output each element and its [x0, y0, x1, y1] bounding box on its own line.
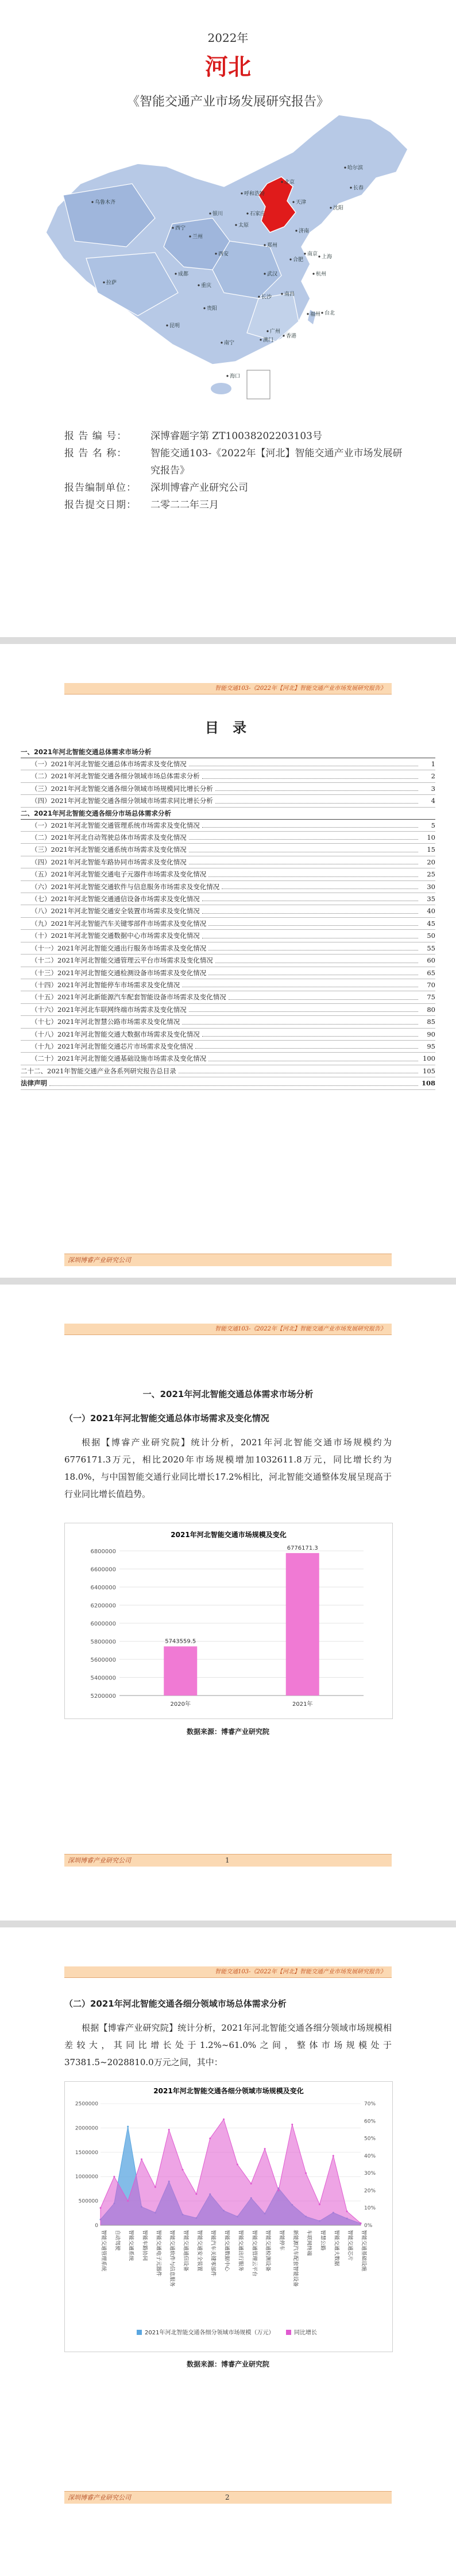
toc-entry[interactable]: [21, 770, 435, 782]
city-dot: [103, 281, 105, 283]
toc-leader: [202, 1036, 418, 1037]
data-source: 数据来源：博睿产业研究院: [186, 1728, 269, 1736]
toc-section-title[interactable]: 二、2021年河北智能交通各细分市场总体需求分析: [21, 808, 435, 820]
toc-entry-title: （十四）2021年河北智能停车市场需求及变化情况: [31, 980, 180, 989]
body-paragraph: 根据【博睿产业研究院】统计分析，2021年河北智能交通各细分领域市场规模相差较大，其同比增长处于1.2%~61.0%之间，整体市场规模处于37381.5~2028810.0万元之间，其中：: [64, 2023, 392, 2067]
city-dot: [260, 339, 261, 340]
city-label: 广州: [270, 329, 281, 335]
toc-page-number: 10: [427, 833, 435, 842]
city-label: 呼和浩特: [244, 191, 265, 197]
x-tick-label: 智能交通通信设备: [183, 2230, 189, 2272]
y-tick-label: 6000000: [90, 1621, 116, 1627]
content-page-2: [0, 1927, 456, 2576]
info-key: 报告提交日期：: [64, 499, 137, 511]
toc-entry[interactable]: [21, 1065, 435, 1077]
series-point: [209, 2137, 211, 2139]
city-label: 乌鲁木齐: [95, 200, 116, 205]
y-right-tick-label: 60%: [364, 2119, 376, 2125]
toc-entry-title: （七）2021年河北智能交通通信设备市场需求及变化情况: [31, 895, 200, 903]
city-dot: [215, 253, 217, 254]
toc-entry[interactable]: [21, 820, 435, 832]
toc-entry-title: （四）2021年河北智能车路协同市场需求及变化情况: [31, 858, 187, 866]
series-point: [100, 2207, 102, 2209]
city-dot: [189, 235, 191, 237]
x-tick-label: 车联网终端: [306, 2230, 312, 2256]
toc-entry-title: （一）2021年河北智能交通总体市场需求及变化情况: [31, 760, 187, 768]
city-label: 武汉: [267, 271, 278, 277]
series-point: [113, 2176, 115, 2178]
city-dot: [283, 335, 284, 336]
info-key: 报 告 编 号：: [64, 430, 127, 442]
x-tick-label: 智能停车: [278, 2230, 284, 2251]
city-label: 台北: [324, 311, 335, 316]
toc-entry-title: （八）2021年河北智能交通安全装置市场需求及变化情况: [31, 907, 200, 915]
info-value: 深博睿题字第 ZT10038202203103号: [150, 430, 322, 442]
cover-year: 2022年: [207, 31, 249, 45]
city-dot: [295, 230, 297, 231]
toc-entry[interactable]: [21, 758, 435, 770]
city-dot: [226, 375, 228, 377]
toc-entry[interactable]: [21, 1016, 435, 1028]
report-info: [64, 428, 409, 514]
hainan-island: [211, 383, 231, 394]
toc-entry[interactable]: [21, 967, 435, 979]
toc-page-number: 95: [427, 1042, 435, 1050]
city-dot: [312, 273, 314, 274]
chart-total-market: [64, 1523, 393, 1719]
toc-entry[interactable]: [21, 783, 435, 795]
toc-entry[interactable]: [21, 991, 435, 1003]
series-point: [277, 2190, 279, 2191]
content-page-1: [0, 1285, 456, 1921]
toc-entry-title: （三）2021年河北智能交通各细分领域市场规模同比增长分析: [31, 784, 213, 793]
x-tick-label: 智能交通芯片: [347, 2230, 353, 2261]
toc-entry[interactable]: [21, 979, 435, 991]
x-tick-label: 智能交通电子元器件: [155, 2230, 161, 2277]
city-dot: [264, 273, 265, 274]
toc-page-number: 4: [431, 797, 435, 805]
toc-page-number: 5: [431, 821, 435, 829]
toc-entry[interactable]: [21, 942, 435, 955]
toc-entry-title: （二）2021年河北智能交通各细分领域市场总体需求分析: [31, 772, 200, 781]
city-label: 南京: [307, 251, 318, 257]
city-label: 银川: [212, 211, 223, 217]
y-right-tick-label: 20%: [364, 2188, 376, 2194]
x-tick-label: 智能交通基础设施: [361, 2230, 366, 2272]
x-tick-label: 智能交通出行服务: [237, 2230, 244, 2272]
city-dot: [289, 258, 291, 260]
city-label: 南宁: [224, 340, 235, 346]
city-label: 昆明: [169, 323, 180, 329]
toc-entry-title: （五）2021年河北智能交通电子元器件市场需求及变化情况: [31, 870, 207, 879]
toc-entry[interactable]: [21, 868, 435, 880]
city-dot: [235, 224, 237, 226]
city-dot: [246, 212, 248, 214]
series-point: [333, 2155, 334, 2156]
toc-page-number: 90: [427, 1030, 435, 1038]
city-label: 杭州: [316, 271, 327, 277]
y-tick-label: 6600000: [90, 1566, 116, 1573]
toc-entry[interactable]: [21, 955, 435, 967]
toc-entry[interactable]: [21, 1077, 435, 1089]
city-dot: [91, 201, 93, 203]
toc-entry[interactable]: [21, 795, 435, 807]
series-point: [346, 2210, 348, 2212]
bar: [164, 1646, 197, 1696]
toc-title: 目 录: [204, 720, 252, 736]
y-right-tick-label: 30%: [364, 2171, 376, 2177]
data-label: 6776171.3: [287, 1545, 318, 1551]
data-source: 数据来源：博睿产业研究院: [186, 2360, 269, 2368]
y-left-tick-label: 500000: [78, 2198, 98, 2205]
bar-chart: [65, 1523, 392, 1718]
info-value: 智能交通103-《2022年【河北】智能交通产业市场发展研究报告》: [150, 448, 403, 476]
info-row-number: [64, 428, 409, 445]
info-key: 报告编制单位：: [64, 482, 137, 494]
cover-title: 《智能交通产业市场发展研究报告》: [126, 95, 329, 109]
city-dot: [350, 187, 351, 188]
city-dot: [264, 244, 265, 246]
toc-leader: [208, 876, 418, 877]
toc-leader: [202, 827, 418, 828]
toc-entry-title: （十六）2021年河北车联网终端市场需求及变化情况: [31, 1005, 187, 1014]
city-dot: [321, 312, 323, 313]
city-label: 太原: [238, 223, 249, 228]
toc-leader: [182, 1024, 418, 1025]
city-label: 上海: [322, 254, 333, 260]
toc-entry-title: （二十）2021年河北智能交通基础设施市场需求及变化情况: [31, 1054, 207, 1063]
x-tick-label: 智能交通管理系统: [101, 2230, 106, 2272]
info-key: 报 告 名 称：: [64, 448, 127, 459]
toc-entry[interactable]: [21, 856, 435, 868]
toc-entry[interactable]: [21, 844, 435, 856]
table-of-contents: [21, 746, 435, 1090]
toc-entry-title: （十九）2021年河北智能交通芯片市场需求及变化情况: [31, 1042, 194, 1050]
y-tick-label: 5600000: [90, 1657, 116, 1663]
city-label: 合肥: [293, 257, 304, 263]
series-point: [237, 2164, 238, 2166]
toc-page-number: 3: [431, 784, 435, 793]
legend-label: 2021年河北智能交通各细分领域市场规模（万元）: [145, 2330, 275, 2336]
city-dot: [175, 273, 176, 274]
series-point: [223, 2119, 225, 2120]
x-tick-label: 自动驾驶: [114, 2230, 120, 2251]
city-label: 澳门: [263, 337, 274, 343]
city-label: 沈阳: [333, 205, 344, 211]
legend-label: 同比增长: [294, 2330, 317, 2336]
south-sea-inset: [247, 370, 270, 399]
city-label: 石家庄: [250, 211, 266, 217]
toc-page-number: 45: [427, 919, 435, 928]
city-label: 哈尔滨: [347, 165, 364, 171]
city-dot: [166, 324, 168, 326]
toc-page-number: 100: [423, 1054, 435, 1063]
city-label: 长沙: [261, 294, 272, 300]
city-label: 西安: [218, 251, 229, 257]
toc-entry[interactable]: [21, 1029, 435, 1041]
subsection-heading: （一）2021年河北智能交通总体市场需求及变化情况: [64, 1413, 269, 1423]
city-label: 长春: [353, 185, 364, 191]
city-label: 西宁: [175, 226, 186, 231]
y-right-tick-label: 40%: [364, 2153, 376, 2159]
x-tick-label: 智能交通大数据: [333, 2230, 339, 2267]
city-label: 海口: [230, 374, 241, 379]
x-tick-label: 智能交通系统: [127, 2230, 134, 2261]
city-dot: [172, 227, 173, 228]
toc-entry-title: 二十二、2021年智能交通产业各系列研究报告总目录: [21, 1066, 176, 1075]
toc-page-number: 65: [427, 968, 435, 977]
toc-leader: [215, 790, 418, 791]
city-label: 北京: [284, 180, 295, 185]
city-label: 成都: [178, 271, 189, 277]
city-label: 贵阳: [207, 306, 218, 312]
city-dot: [209, 212, 211, 214]
toc-page: [0, 644, 456, 1278]
series-point: [360, 2222, 362, 2224]
y-right-tick-label: 10%: [364, 2205, 376, 2212]
info-row-org: [64, 479, 409, 496]
x-tick-label: 智能车路协同: [141, 2230, 148, 2261]
series-point: [127, 2125, 129, 2127]
series-point: [127, 2200, 129, 2202]
series-point: [305, 2172, 307, 2174]
page-footer: 深圳博睿产业研究公司: [64, 1854, 392, 1867]
city-dot: [258, 296, 260, 297]
info-value: 深圳博睿产业研究公司: [150, 482, 248, 494]
y-left-tick-label: 0: [95, 2223, 98, 2229]
toc-entry-title: （一）2021年河北智能交通管理系统市场需求及变化情况: [31, 821, 200, 829]
series-area: [101, 2119, 361, 2225]
city-label: 拉萨: [106, 280, 117, 286]
toc-entry-title: （十一）2021年河北智能交通出行服务市场需求及变化情况: [31, 944, 207, 952]
city-label: 兰州: [192, 234, 203, 240]
toc-page-number: 55: [427, 944, 435, 952]
page-header: 智能交通103-《2022年【河北】智能交通产业市场发展研究报告》: [64, 1966, 392, 1978]
city-dot: [198, 284, 199, 286]
toc-entry-title: 法律声明: [21, 1079, 47, 1088]
toc-entry-title: （十七）2021年河北智慧公路市场需求及变化情况: [31, 1018, 180, 1026]
y-tick-label: 6400000: [90, 1585, 116, 1591]
page-footer: 深圳博睿产业研究公司: [64, 2491, 392, 2504]
body-paragraph: 根据【博睿产业研究院】统计分析，2021年河北智能交通市场规模约为6776171.3万元，相比2020年市场规模增加1032611.8万元，同比增长约为18.0%，与中国智能交通行业同比增长17.2%相比，河北智能交通整体发展呈现高于行业同比增长值趋势。: [64, 1437, 392, 1499]
toc-entry-title: （十三）2021年河北智能交通检测设备市场需求及变化情况: [31, 968, 207, 977]
page-header: 智能交通103-《2022年【河北】智能交通产业市场发展研究报告》: [64, 1324, 392, 1335]
toc-page-number: 35: [427, 895, 435, 903]
y-tick-label: 5400000: [90, 1675, 116, 1682]
toc-entry-title: （四）2021年河北智能交通各细分领域市场需求同比增长分析: [31, 797, 213, 805]
y-left-tick-label: 2000000: [75, 2125, 98, 2132]
city-dot: [266, 330, 268, 332]
toc-entry-title: （十八）2021年河北智能交通大数据市场需求及变化情况: [31, 1030, 200, 1038]
toc-leader: [202, 778, 418, 779]
city-dot: [203, 307, 205, 309]
toc-entry-title: （十五）2021年河北新能源汽车配套智能设备市场需求及变化情况: [31, 993, 226, 1002]
city-dot: [307, 313, 308, 315]
series-point: [154, 2186, 156, 2188]
info-value: 二零二二年三月: [150, 499, 219, 511]
series-point: [195, 2193, 197, 2195]
chart-title: 2021年河北智能交通市场规模及变化: [171, 1531, 287, 1539]
city-dot: [281, 181, 283, 183]
section-heading: 一、2021年河北智能交通总体需求市场分析: [142, 1389, 314, 1399]
city-dot: [292, 201, 294, 203]
cover-region: 河北: [205, 54, 251, 80]
x-tick-label: 智能汽车关键零部件: [210, 2230, 216, 2277]
toc-entry-title: （九）2021年河北智能汽车关键零部件市场需求及变化情况: [31, 919, 207, 928]
toc-entry-title: （二）2021年河北自动驾驶总体市场需求及变化情况: [31, 833, 187, 842]
x-tick-label: 新能源汽车配套智能设备: [292, 2230, 298, 2287]
page-number: 2: [225, 2493, 230, 2501]
city-dot: [318, 255, 320, 257]
city-label: 福州: [310, 312, 321, 317]
toc-page-number: 2: [431, 772, 435, 781]
city-label: 天津: [296, 200, 307, 205]
toc-page-number: 105: [423, 1066, 435, 1075]
series-point: [264, 2148, 266, 2150]
y-tick-label: 5200000: [90, 1693, 116, 1700]
toc-page-number: 80: [427, 1005, 435, 1014]
toc-page-number: 30: [427, 882, 435, 891]
y-right-tick-label: 50%: [364, 2136, 376, 2142]
page-number: 1: [225, 1856, 230, 1864]
toc-page-number: 40: [427, 907, 435, 915]
city-dot: [281, 293, 283, 294]
x-tick-label: 2021年: [292, 1701, 313, 1708]
data-label: 5743559.5: [165, 1638, 196, 1645]
x-tick-label: 智能交通软件与信息服务: [169, 2230, 175, 2287]
chart-segments: [64, 2081, 393, 2352]
toc-leader: [189, 1011, 418, 1012]
x-tick-label: 智能交通管理云平台: [251, 2230, 257, 2277]
subsection-heading: （二）2021年河北智能交通各细分领域市场总体需求分析: [64, 1999, 287, 2009]
y-left-tick-label: 1500000: [75, 2150, 98, 2156]
bar: [286, 1553, 319, 1696]
toc-entry-title: （十二）2021年河北智能交通管理云平台市场需求及变化情况: [31, 956, 213, 965]
y-tick-label: 6200000: [90, 1603, 116, 1609]
toc-page-number: 20: [427, 858, 435, 866]
x-tick-label: 2020年: [170, 1701, 191, 1708]
y-right-tick-label: 0%: [364, 2223, 373, 2229]
series-point: [291, 2124, 293, 2125]
toc-page-number: 108: [421, 1079, 435, 1088]
city-label: 济南: [299, 228, 310, 234]
y-right-tick-label: 70%: [364, 2101, 376, 2107]
y-tick-label: 6800000: [90, 1549, 116, 1555]
toc-entry[interactable]: [21, 881, 435, 893]
toc-leader: [215, 803, 418, 804]
y-left-tick-label: 2500000: [75, 2101, 98, 2107]
y-left-tick-label: 1000000: [75, 2174, 98, 2181]
toc-leader: [202, 913, 418, 914]
toc-leader: [229, 999, 418, 1000]
toc-entry[interactable]: [21, 832, 435, 844]
toc-page-number: 1: [431, 760, 435, 768]
toc-leader: [208, 925, 418, 926]
city-label: 香港: [286, 333, 297, 339]
city-label: 郑州: [267, 243, 278, 249]
x-tick-label: 智能交通数据中心: [223, 2230, 230, 2272]
chart-title: 2021年河北智能交通各细分领域市场规模及变化: [153, 2087, 304, 2095]
series-point: [319, 2203, 320, 2205]
series-point: [182, 2169, 184, 2171]
cover-page: [0, 0, 456, 637]
x-tick-label: 智能交通检测设备: [265, 2230, 271, 2272]
y-tick-label: 5800000: [90, 1639, 116, 1646]
toc-entry-title: （十）2021年河北智能交通数据中心市场需求及变化情况: [31, 932, 200, 940]
toc-entry[interactable]: [21, 1053, 435, 1065]
toc-page-number: 85: [427, 1018, 435, 1026]
x-tick-label: 智能交通安全装置: [196, 2230, 202, 2272]
toc-entry-title: （三）2021年河北智能交通系统市场需求及变化情况: [31, 845, 187, 854]
toc-leader: [195, 1048, 418, 1049]
page-footer: 深圳博睿产业研究公司: [64, 1254, 392, 1266]
info-row-name: [64, 445, 409, 479]
city-dot: [304, 253, 306, 254]
toc-page-number: 50: [427, 932, 435, 940]
page-header: 智能交通103-《2022年【河北】智能交通产业市场发展研究报告》: [64, 683, 392, 695]
city-dot: [241, 192, 242, 194]
area-chart: [65, 2082, 392, 2352]
info-row-date: [64, 496, 409, 514]
legend-swatch: [286, 2330, 291, 2335]
toc-page-number: 70: [427, 980, 435, 989]
toc-entry[interactable]: [21, 1004, 435, 1016]
toc-entry[interactable]: [21, 918, 435, 930]
series-point: [141, 2158, 142, 2160]
china-map: [40, 109, 416, 408]
series-point: [250, 2183, 252, 2185]
toc-page-number: 25: [427, 870, 435, 879]
toc-leader: [49, 1085, 418, 1086]
toc-entry[interactable]: [21, 905, 435, 917]
toc-page-number: 60: [427, 956, 435, 965]
legend-swatch: [137, 2330, 142, 2335]
toc-entry-title: （六）2021年河北智能交通软件与信息服务市场需求及变化情况: [31, 882, 220, 891]
city-dot: [344, 166, 346, 168]
toc-section-title[interactable]: 一、2021年河北智能交通总体需求市场分析: [21, 746, 435, 758]
toc-entry[interactable]: [21, 1041, 435, 1053]
city-label: 重庆: [201, 283, 212, 289]
toc-page-number: 15: [427, 845, 435, 854]
toc-leader: [189, 839, 418, 840]
city-label: 南昌: [284, 292, 295, 297]
x-tick-label: 智慧公路: [319, 2230, 326, 2251]
series-point: [168, 2129, 170, 2131]
toc-leader: [208, 950, 418, 951]
city-dot: [221, 342, 222, 343]
toc-page-number: 75: [427, 993, 435, 1002]
toc-entry[interactable]: [21, 930, 435, 942]
city-dot: [330, 207, 331, 208]
toc-entry[interactable]: [21, 893, 435, 905]
